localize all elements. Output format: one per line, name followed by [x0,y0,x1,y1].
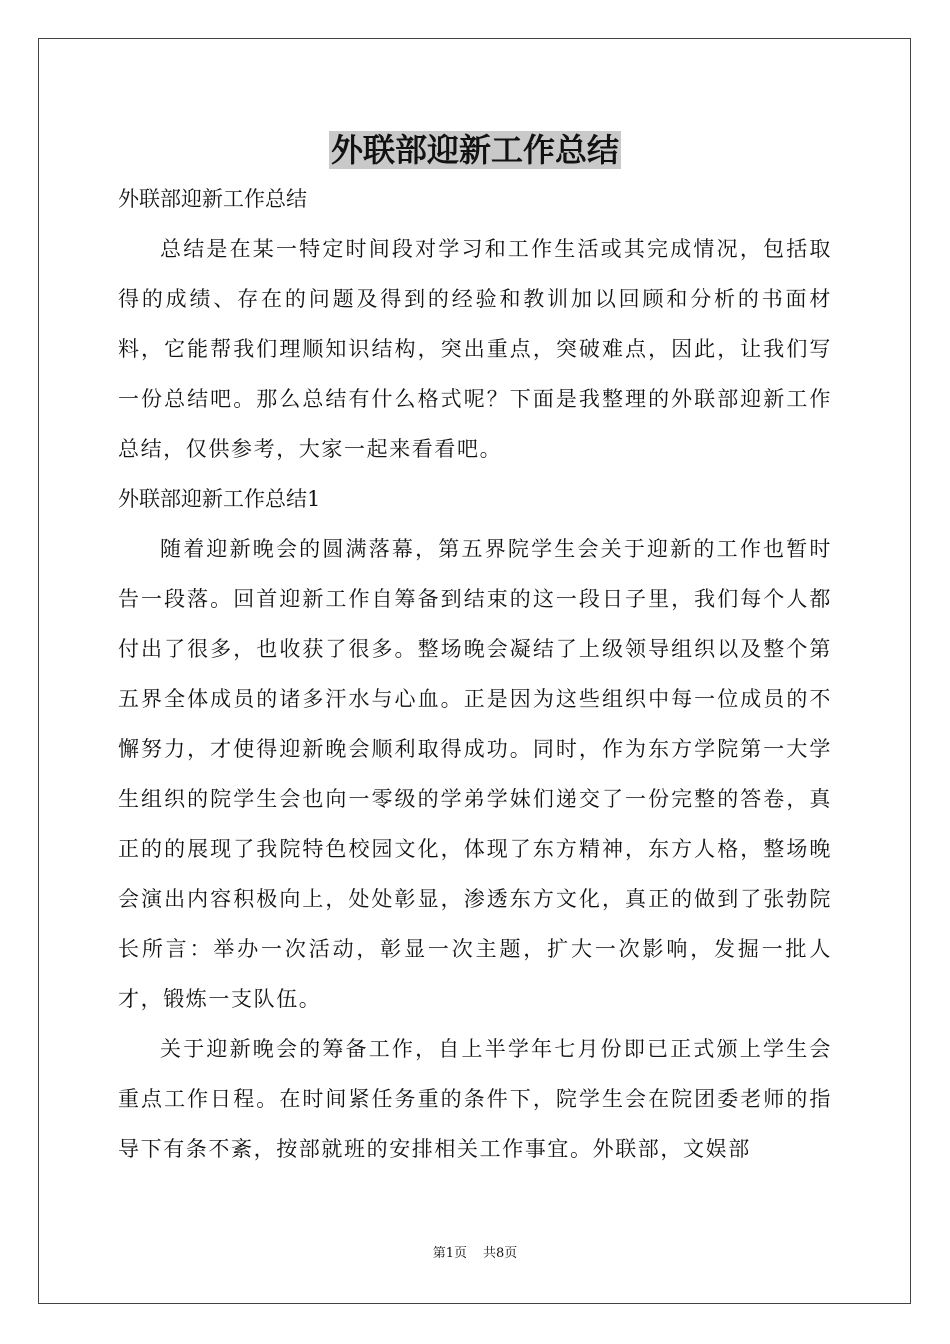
document-title-text: 外联部迎新工作总结 [330,131,619,169]
intro-heading: 外联部迎新工作总结 [118,187,307,211]
document-body [118,174,832,1174]
page-number: 第1页 [432,1246,467,1261]
body-paragraph-1: 随着迎新晚会的圆满落幕，第五界院学生会关于迎新的工作也暂时告一段落。回首迎新工作自筹备到结束的这一段日子里，我们每个人都付出了很多，也收获了很多。整场晚会凝结了上级领导组织以及整个第五界全体成员的诸多汗水与心血。正是因为这些组织中每一位成员的不懈努力，才使得迎新晚会顺利取得成功。同时，作为东方学院第一大学生组织的院学生会也向一零级的学弟学妹们递交了一份完整的答卷，真正的的展现了我院特色校园文化，体现了东方精神，东方人格，整场晚会演出内容积极向上，处处彰显，渗透东方文化，真正的做到了张勃院长所言：举办一次活动，彰显一次主题，扩大一次影响，发掘一批人才，锻炼一支队伍。 [118,537,832,1011]
page-total: 共8页 [483,1246,518,1261]
section-heading: 外联部迎新工作总结1 [118,487,321,511]
body-paragraph-2: 关于迎新晚会的筹备工作，自上半学年七月份即已正式颁上学生会重点工作日程。在时间紧任务重的条件下，院学生会在院团委老师的指导下有条不紊，按部就班的安排相关工作事宜。外联部，文娱部 [118,1037,832,1161]
page-footer [0,1244,950,1264]
intro-paragraph: 总结是在某一特定时间段对学习和工作生活或其完成情况，包括取得的成绩、存在的问题及得到的经验和教训加以回顾和分析的书面材料，它能帮我们理顺知识结构，突出重点，突破难点，因此，让我们写一份总结吧。那么总结有什么格式呢？下面是我整理的外联部迎新工作总结，仅供参考，大家一起来看看吧。 [118,237,832,461]
document-title [0,124,950,176]
